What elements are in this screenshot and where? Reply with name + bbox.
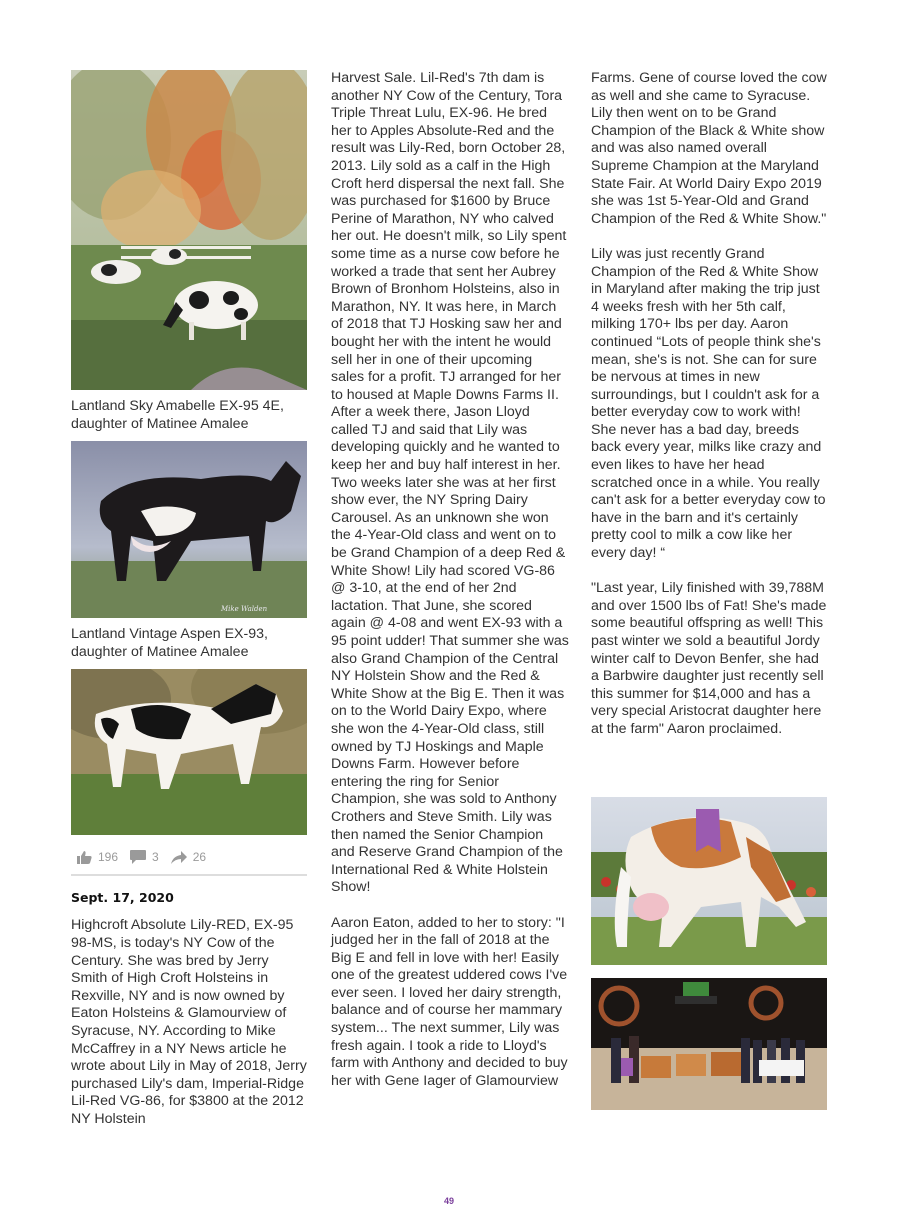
page-number: 49 <box>443 1196 454 1206</box>
share-icon <box>171 851 187 864</box>
article-paragraph: Lily was just recently Grand Champion of the Red & White Show in Maryland after making the trip just 4 weeks fresh with her 5th calf, milking 170+ lbs per day. Aaron continued “Lots of people think she's mean, she's is not. She can for sure be nervous at times in new surroundings, but I couldn't ask for a better everyday cow to work with! She never has a bad day, breeds back every year, milks like crazy and even likes to have her head scratched once in a while. You really can't ask for a better everyday cow to have in the barn and it's certainly pretty cool to milk a cow like her every day! “ <box>591 245 826 562</box>
photo-lantland-sky-amabelle <box>71 70 307 390</box>
article-paragraph: Farms. Gene of course loved the cow as well and she came to Syracuse. Lily then went on to be Grand Champion of the Black & White show and was also named overall Supreme Champion at the Maryland State Fair. At World Dairy Expo 2019 she was 1st 5-Year-Old and Grand Champion of the Red & White Show." <box>591 70 827 227</box>
thumbs-up-icon <box>77 851 92 864</box>
divider <box>71 874 307 876</box>
comments-count: 3 <box>152 850 159 865</box>
photo-caption: Lantland Sky Amabelle EX-95 4E, daughter of Matinee Amalee <box>71 398 284 432</box>
photo-lantland-vintage-aspen <box>71 441 307 618</box>
likes-item[interactable] <box>77 850 118 864</box>
photo-show-ring-group <box>591 978 827 1110</box>
article-paragraph: Harvest Sale. Lil-Red's 7th dam is another NY Cow of the Century, Tora Triple Threat Lulu, EX-96. He bred her to Apples Absolute-Red and the result was Lily-Red, born October 28, 2013. Lily sold as a calf in the High Croft herd dispersal the next fall. She was purchased for $1600 by Bruce Perine of Marathon, NY who calved her out. He doesn't milk, so Lily spent some time as a nurse cow before he worked a trade that sent her Aubrey Brown of Bronhom Holsteins, also in Marathon, NY. It was here, in March of 2018 that TJ Hosking saw her and bought her with the intent he would sell her in one of their upcoming sales for a profit. TJ arranged for her to housed at Maple Downs Farms II. After a week there, Jason Lloyd called TJ and said that Lily was developing quickly and he wanted to keep her and buy half interest in her. Two weeks later she was at her first show ever, the NY Spring Dairy Carousel. As an unknown she won the 4-Year-Old class and went on to be Grand Champion of a deep Red & White Show! Lily had scored VG-86 @ 3-10, at the end of her 2nd lactation. That June, she scored again @ 4-08 and went EX-93 with a 95 point udder! That summer she was also Grand Champion of the Central NY Holstein Show and the Red & White Show at the Big E. Then it was on to the World Dairy Expo, where she won the 4-Year-Old class, still owned by TJ Hoskings and Maple Downs Farm. However before entering the ring for Senior Champion, she was sold to Anthony Crothers and Steve Smith. Lily was then named the Senior Champion and Reserve Grand Champion of the International Red & White Holstein Show! <box>331 70 569 896</box>
post-date: Sept. 17, 2020 <box>71 890 174 906</box>
social-bar <box>77 849 307 865</box>
left-column <box>71 70 307 1129</box>
article-paragraph: Aaron Eaton, added to her to story: "I judged her in the fall of 2018 at the Big E and fell in love with her! Easily one of the greatest uddered cows I've ever seen. I loved her dairy strength, balance and of course her mammary system... The next summer, Lily was fresh again. I took a ride to Lloyd's farm with Anthony and decided to buy her with Gene Iager of Glamourview <box>331 914 568 1089</box>
photo-cow-in-field <box>71 669 307 835</box>
photo-caption: Lantland Vintage Aspen EX-93, daughter of Matinee Amalee <box>71 626 268 660</box>
likes-count: 196 <box>98 850 119 865</box>
shares-count: 26 <box>192 850 207 865</box>
middle-column <box>331 70 569 1090</box>
comments-item[interactable] <box>130 850 159 864</box>
right-column <box>591 70 828 739</box>
photographer-signature: Mike Walden <box>221 605 268 614</box>
article-text-col1: Highcroft Absolute Lily-RED, EX-95 98-MS, is today's NY Cow of the Century. She was bred by Jerry Smith of High Croft Holsteins in Rexville, NY and is now owned by Eaton Holsteins & Glamourview of Syracuse, NY. According to Mike McCaffrey in a NY News article he wrote about Lily in May of 2018, Jerry purchased Lily's dam, Imperial-Ridge Lil-Red VG-86, for $3800 at the 2012 NY Holstein <box>71 917 307 1127</box>
shares-item[interactable] <box>171 850 206 864</box>
comment-icon <box>130 850 146 864</box>
photo-red-white-cow <box>591 797 827 965</box>
article-paragraph: "Last year, Lily finished with 39,788M and over 1500 lbs of Fat! She's made some beautiful offspring as well! This past winter we sold a beautiful Jordy winter calf to Devon Benfer, she had a Barbwire daughter just recently sell this summer for $14,000 and has a very special Aristocrat daughter here at the farm" Aaron proclaimed. <box>591 580 827 737</box>
